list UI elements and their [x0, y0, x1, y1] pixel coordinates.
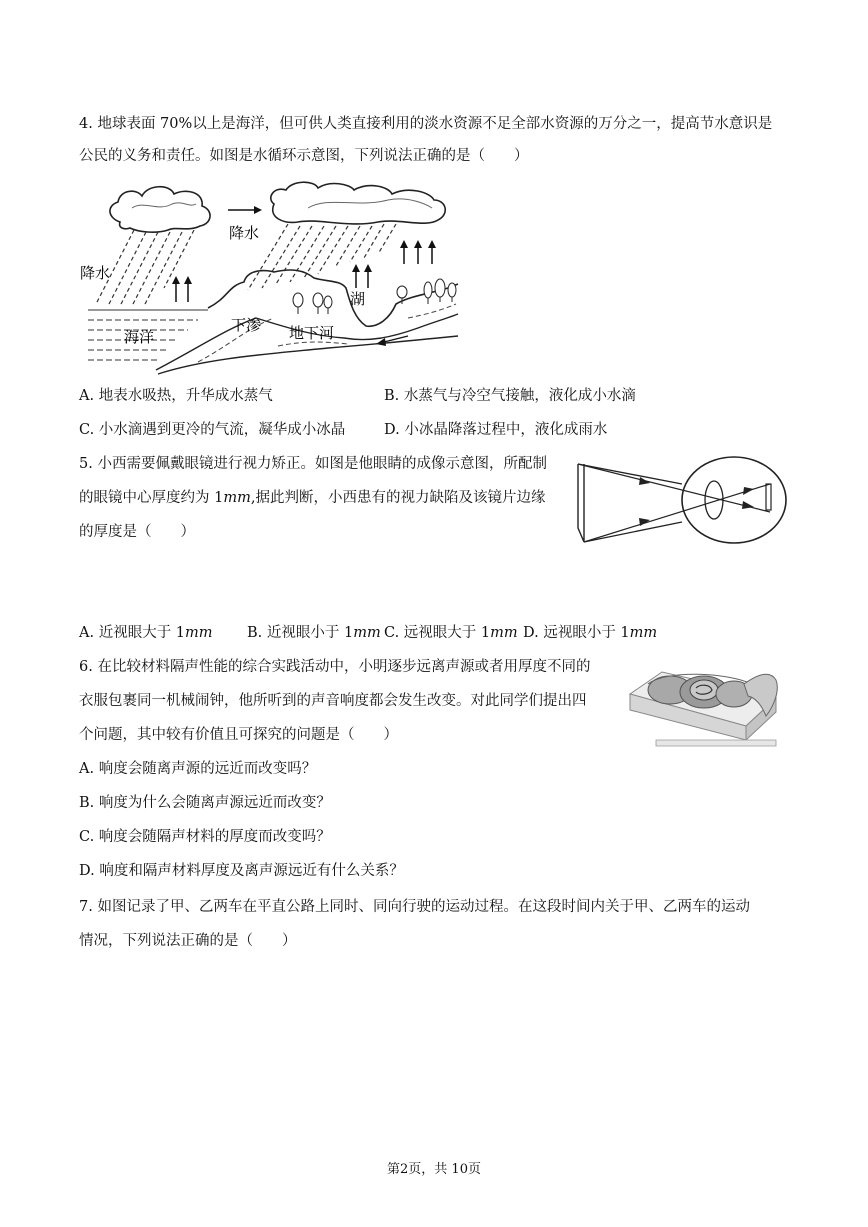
- q6-option-c: C. 响度会随隔声材料的厚度而改变吗？: [79, 829, 331, 845]
- q5-stem-line3: 的厚度是（ ）: [79, 524, 195, 540]
- q6-option-d: D. 响度和隔声材料厚度及离声源远近有什么关系？: [79, 863, 404, 879]
- label-rain-left: 降水: [80, 264, 111, 282]
- q6-stem-line1: 6. 在比较材料隔声性能的综合实践活动中，小明逐步远离声源或者用厚度不同的: [79, 659, 591, 675]
- q4-stem-line2: 公民的义务和责任。如图是水循环示意图，下列说法正确的是（ ）: [79, 148, 529, 164]
- q4-option-c: C. 小水滴遇到更冷的气流，凝华成小冰晶: [79, 422, 346, 438]
- label-underground-river: 地下河: [289, 324, 335, 342]
- q4-option-d: D. 小冰晶降落过程中，液化成雨水: [384, 422, 608, 438]
- q7-stem-line2: 情况，下列说法正确的是（ ）: [79, 933, 297, 949]
- q5-option-b: B. 近视眼小于 1mm: [247, 625, 381, 641]
- q4-stem-line1: 4. 地球表面 70%以上是海洋，但可供人类直接利用的淡水资源不足全部水资源的万分之一，提高节水意识是: [79, 116, 773, 132]
- q5-option-d: D. 远视眼小于 1mm: [523, 625, 658, 641]
- label-lake: 湖: [350, 290, 366, 308]
- page-footer: 第2页，共 10页: [387, 1162, 481, 1177]
- q5-option-a: A. 近视眼大于 1mm: [79, 625, 213, 641]
- label-ocean: 海洋: [124, 328, 155, 346]
- q6-stem-line2: 衣服包裹同一机械闹钟，他所听到的声音响度都会发生改变。对此同学们提出四: [79, 693, 587, 709]
- label-rain-right: 降水: [229, 224, 260, 242]
- water-cycle-diagram: [78, 178, 468, 378]
- q5-option-c: C. 远视眼大于 1mm: [384, 625, 518, 641]
- q4-option-a: A. 地表水吸热，升华成水蒸气: [79, 388, 273, 404]
- q6-stem-line3: 个问题，其中较有价值且可探究的问题是（ ）: [79, 727, 398, 743]
- q6-option-a: A. 响度会随离声源的远近而改变吗？: [79, 761, 317, 777]
- alarm-clock-box-illustration: [626, 654, 782, 748]
- q5-stem-line2: 的眼镜中心厚度约为 1mm,据此判断，小西患有的视力缺陷及该镜片边缘: [79, 490, 546, 506]
- q6-option-b: B. 响度为什么会随离声源远近而改变？: [79, 795, 331, 811]
- eye-imaging-diagram: [572, 456, 804, 548]
- left-cloud: [110, 187, 210, 232]
- q7-stem-line1: 7. 如图记录了甲、乙两车在平直公路上同时、同向行驶的运动过程。在这段时间内关于甲、乙两车的运动: [79, 899, 750, 915]
- label-infiltration: 下渗: [231, 316, 262, 334]
- q4-option-b: B. 水蒸气与冷空气接触，液化成小水滴: [384, 388, 636, 404]
- q5-stem-line1: 5. 小西需要佩戴眼镜进行视力矫正。如图是他眼睛的成像示意图，所配制: [79, 456, 547, 472]
